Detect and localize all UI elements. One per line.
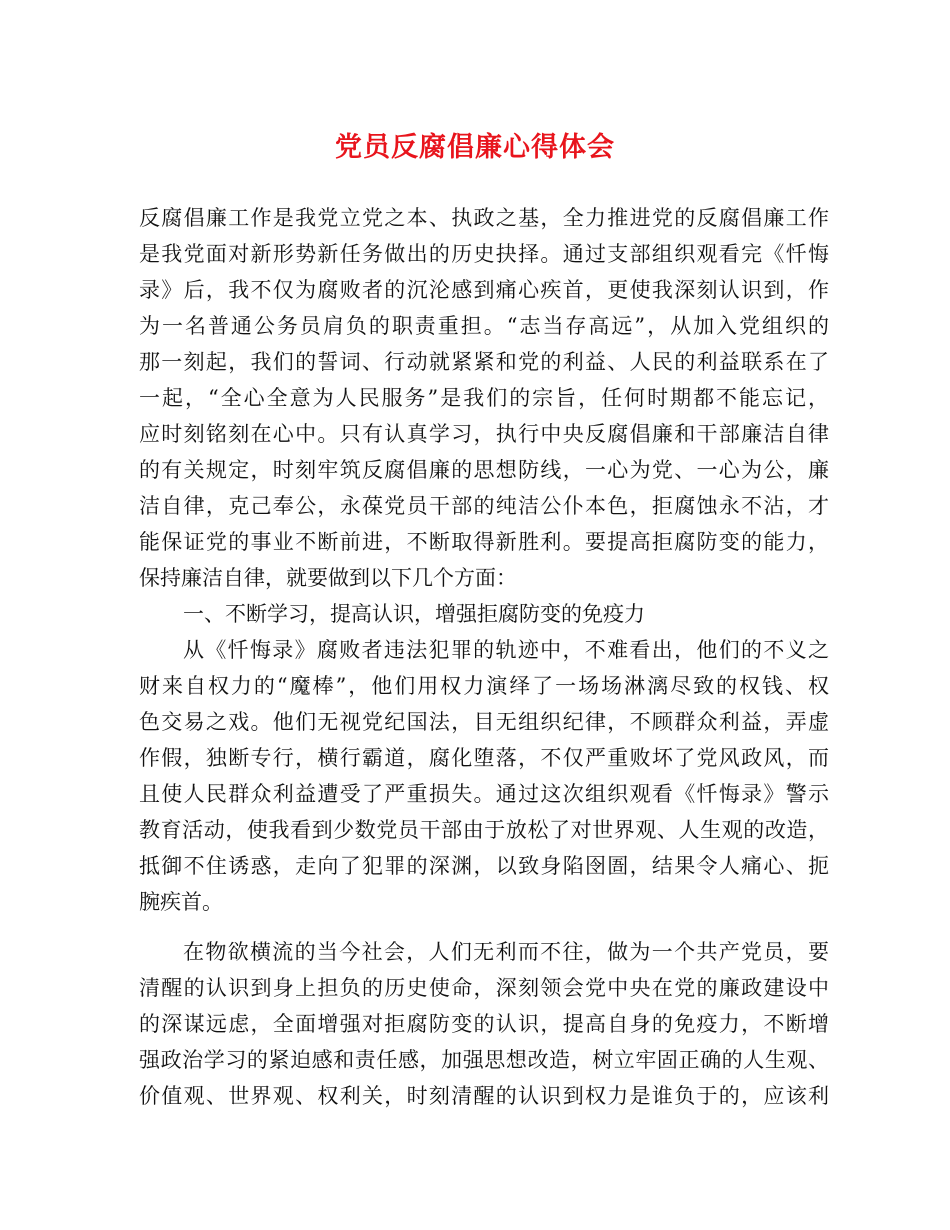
text-line: 色交易之戏。他们无视党纪国法，目无组织纪律，不顾群众利益，弄虚 xyxy=(139,710,829,734)
text-line: 清醒的认识到身上担负的历史使命，深刻领会党中央在党的廉政建设中 xyxy=(139,976,829,1000)
text-line: 能保证党的事业不断前进，不断取得新胜利。要提高拒腐防变的能力， xyxy=(139,530,829,554)
paragraph-intro xyxy=(139,200,829,596)
text-line: 为一名普通公务员肩负的职责重担。“志当存高远”，从加入党组织的 xyxy=(139,314,829,338)
text-line: 在物欲横流的当今社会，人们无利而不往，做为一个共产党员，要 xyxy=(183,940,829,964)
text-line: 腕疾首。 xyxy=(139,890,223,914)
text-line: 且使人民群众利益遭受了严重损失。通过这次组织观看《忏悔录》警示 xyxy=(139,782,829,806)
text-line: 教育活动，使我看到少数党员干部由于放松了对世界观、人生观的改造， xyxy=(139,818,829,842)
text-line: 从《忏悔录》腐败者违法犯罪的轨迹中，不难看出，他们的不义之 xyxy=(183,638,829,662)
document-body xyxy=(139,200,829,1114)
paragraph-confession xyxy=(139,632,829,920)
text-line: 抵御不住诱惑，走向了犯罪的深渊，以致身陷囹圄，结果令人痛心、扼 xyxy=(139,854,829,878)
text-line: 的深谋远虑，全面增强对拒腐防变的认识，提高自身的免疫力，不断增 xyxy=(139,1012,829,1036)
paragraph-society xyxy=(139,934,829,1114)
text-line: 录》后，我不仅为腐败者的沉沦感到痛心疾首，更使我深刻认识到，作 xyxy=(139,278,829,302)
text-line: 强政治学习的紧迫感和责任感，加强思想改造，树立牢固正确的人生观、 xyxy=(139,1048,829,1072)
text-line: 那一刻起，我们的誓词、行动就紧紧和党的利益、人民的利益联系在了 xyxy=(139,350,829,374)
text-line: 作假，独断专行，横行霸道，腐化堕落，不仅严重败坏了党风政风，而 xyxy=(139,746,829,770)
document-title: 党员反腐倡廉心得体会 xyxy=(335,132,615,163)
text-line: 反腐倡廉工作是我党立党之本、执政之基，全力推进党的反腐倡廉工作 xyxy=(139,206,829,230)
text-line: 保持廉洁自律，就要做到以下几个方面： xyxy=(139,566,517,590)
text-line: 价值观、世界观、权利关，时刻清醒的认识到权力是谁负于的，应该利 xyxy=(139,1084,829,1108)
section-heading-1 xyxy=(139,596,829,632)
text-line: 应时刻铭刻在心中。只有认真学习，执行中央反腐倡廉和干部廉洁自律 xyxy=(139,422,829,446)
paragraph-spacer xyxy=(139,920,829,934)
text-line: 是我党面对新形势新任务做出的历史抉择。通过支部组织观看完《忏悔 xyxy=(139,242,829,266)
text-line: 洁自律，克己奉公，永葆党员干部的纯洁公仆本色，拒腐蚀永不沾，才 xyxy=(139,494,829,518)
text-line: 的有关规定，时刻牢筑反腐倡廉的思想防线，一心为党、一心为公，廉 xyxy=(139,458,829,482)
text-line: 一起，“全心全意为人民服务”是我们的宗旨，任何时期都不能忘记， xyxy=(139,386,829,410)
text-line: 财来自权力的“魔棒”，他们用权力演绎了一场场淋漓尽致的权钱、权 xyxy=(139,674,829,698)
heading-line: 一、不断学习，提高认识，增强拒腐防变的免疫力 xyxy=(183,602,645,626)
